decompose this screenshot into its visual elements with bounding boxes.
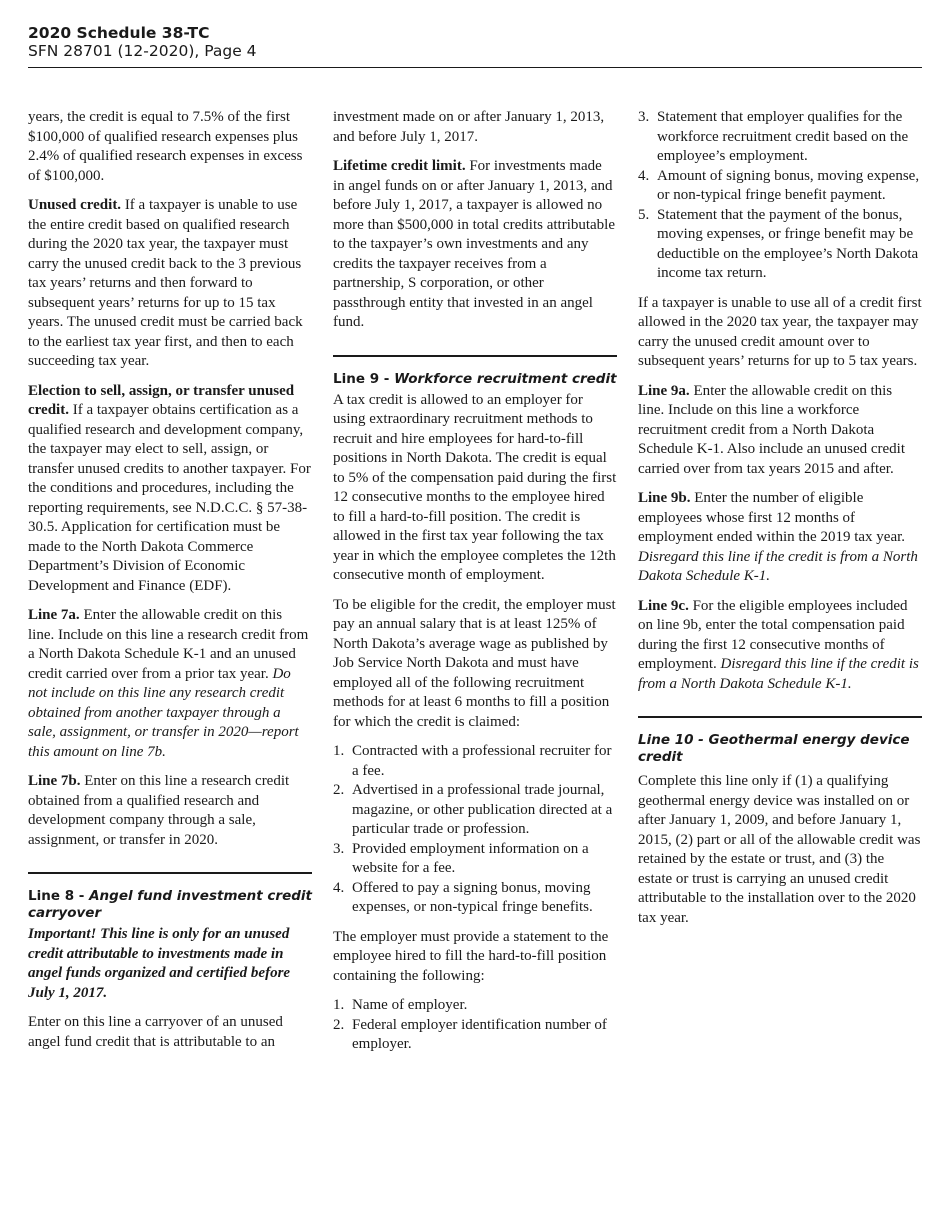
line-7a-lead: Line 7a. [28, 607, 80, 623]
column-2 [333, 108, 617, 1065]
list-item [333, 996, 617, 1016]
unused-credit-lead: Unused credit. [28, 197, 122, 213]
list-item-number: 1. [333, 743, 345, 759]
list-item-text: Provided employment information on a website for a fee. [352, 840, 589, 876]
form-subtitle: SFN 28701 (12-2020), Page 4 [28, 42, 257, 60]
unused-credit-carryover-paragraph: If a taxpayer is unable to use all of a credit first allowed in the 2020 tax year, the taxpayer may carry the unused credit amount over to subsequent years’ returns for up to 5 tax years. [638, 294, 922, 369]
list-item-number: 1. [333, 997, 345, 1013]
list-item-number: 3. [333, 840, 345, 857]
list-item-text: Contracted with a professional recruiter for a fee. [352, 743, 612, 779]
line-9c-text: For the eligible employees included on line 9b, enter the total compensation paid during the first 12 consecutive months of employment. [638, 597, 908, 672]
list-item-text: Statement that employer qualifies for the workforce recruitment credit based on the employee’s employment. [657, 109, 909, 164]
list-item [333, 781, 617, 840]
election-text: If a taxpayer obtains certification as a qualified research and development company, the taxpayer may elect to sell, assign, or transfer unused credits to another taxpayer. For the conditions and procedures, including the reporting requirements, see N.D.C.C. § 57-38-30.5. Application for certification must be made to the North Dakota Commerce Department’s Division of Economic Development and Finance (EDF). [28, 402, 311, 594]
section-divider [333, 355, 617, 357]
unused-credit-paragraph [28, 196, 312, 372]
lifetime-limit-text: For investments made in angel funds on or after January 1, 2013, and before July 1, 2017, a taxpayer is allowed no more than $500,000 in total credits attributable to the taxpayer’s own investments and any credits the taxpayer receives from a partnership, S corporation, or other passthrough entity that invested in an angel fund. [333, 158, 616, 330]
line-9b-paragraph [638, 489, 922, 587]
section-divider [638, 716, 922, 718]
line-7a-paragraph [28, 606, 312, 762]
line-10-heading [638, 732, 922, 766]
line-9c-paragraph [638, 597, 922, 695]
line-9-heading-prefix: Line 9 - [333, 370, 395, 387]
line-8-heading-title: Angel fund investment credit carryover [28, 888, 312, 921]
list-item [333, 1016, 617, 1055]
line-9-heading-title: Workforce recruitment credit [394, 370, 617, 387]
column-1 [28, 108, 312, 1062]
list-item-text: Amount of signing bonus, moving expense, or non-typical fringe benefit payment. [657, 167, 920, 203]
list-item-number: 2. [333, 782, 345, 798]
angel-fund-continuation: investment made on or after January 1, 2013, and before July 1, 2017. [333, 109, 605, 145]
page-header [28, 24, 922, 60]
list-item [333, 742, 617, 781]
line-7a-note: Do not include on this line any research credit obtained from another taxpayer through a sale, assignment, or transfer in 2020—report this amount on line 7b. [28, 665, 299, 760]
line-9a-paragraph [638, 382, 922, 480]
election-paragraph [28, 382, 312, 597]
list-item-text: Statement that the payment of the bonus, moving expenses, or fringe benefit may be deductible on the employee’s North Dakota income tax return. [657, 206, 919, 281]
statement-items-list [333, 996, 617, 1055]
line-9-heading [333, 371, 617, 388]
list-item [333, 879, 617, 918]
list-item-text: Federal employer identification number of employer. [352, 1016, 607, 1052]
line-10-heading-title: Line 10 - Geothermal energy device credit [638, 732, 910, 765]
line-9a-text: Enter the allowable credit on this line. Include on this line a workforce recruitment credit from a North Dakota Schedule K-1. Also include an unused credit carried over from tax years 2015 and after. [638, 382, 906, 477]
list-item-number: 4. [333, 879, 345, 896]
line-8-heading [28, 888, 312, 922]
unused-credit-text: If a taxpayer is unable to use the entire credit based on qualified research during the 2020 tax year, the taxpayer must carry the unused credit back to the 3 previous tax years’ returns and then forward to subsequent years’ returns for up to 15 tax years. The unused credit must be carried back to the earliest tax year first, and then to each succeeding tax year. [28, 197, 303, 369]
line-8-heading-prefix: Line 8 - [28, 888, 90, 904]
election-lead: Election to sell, assign, or transfer unused credit. [28, 382, 295, 418]
research-credit-rate-paragraph: years, the credit is equal to 7.5% of the first $100,000 of qualified research expenses plus 2.4% of qualified research expenses in excess of $100,000. [28, 109, 303, 184]
lifetime-limit-lead: Lifetime credit limit. [333, 158, 466, 174]
statement-paragraph: The employer must provide a statement to the employee hired to fill the hard-to-fill position containing the following: [333, 928, 609, 984]
list-item-text: Offered to pay a signing bonus, moving expenses, or non-typical fringe benefits. [352, 879, 593, 915]
list-item-number: 4. [638, 167, 650, 184]
lifetime-limit-paragraph [333, 157, 617, 333]
line-9c-lead: Line 9c. [638, 597, 689, 614]
line-7b-paragraph [28, 772, 312, 850]
section-divider [28, 872, 312, 874]
list-item [333, 840, 617, 879]
recruitment-methods-list [333, 742, 617, 918]
line-7b-text: Enter on this line a research credit obtained from a qualified research and development company through a sale, assignment, or transfer in 2020. [28, 773, 290, 848]
list-item [638, 167, 922, 206]
list-item [638, 108, 922, 167]
line-9b-lead: Line 9b. [638, 490, 691, 506]
list-item-text: Advertised in a professional trade journal, magazine, or other publication directed at a particular trade or profession. [352, 782, 613, 837]
line-9a-lead: Line 9a. [638, 382, 690, 399]
list-item-number: 5. [638, 206, 650, 223]
eligibility-paragraph: To be eligible for the credit, the employer must pay an annual salary that is at least 125% of North Dakota’s average wage as published by Job Service North Dakota and must have employed all of the following recruitment methods for at least 6 months to fill a position for which the credit is claimed: [333, 596, 616, 730]
list-item-number: 3. [638, 109, 650, 125]
header-divider [28, 67, 922, 68]
line-9b-note: Disregard this line if the credit is from a North Dakota Schedule K-1. [638, 548, 918, 584]
line-10-paragraph: Complete this line only if (1) a qualifying geothermal energy device was installed on or after January 1, 2009, and before January 1, 2015, (2) part or all of the allowable credit was retained by the estate or trust, and (3) the estate or trust is carrying an unused credit attributable to the installation over to the 2020 tax year. [638, 773, 921, 926]
line-9b-text: Enter the number of eligible employees whose first 12 months of employment ended within the 2019 tax year. [638, 490, 906, 545]
statement-items-list-continued [638, 108, 922, 284]
line-9-paragraph: A tax credit is allowed to an employer for using extraordinary recruitment methods to recruit and hire employees for hard-to-fill positions in North Dakota. The credit is equal to 5% of the compensation paid during the first 12 consecutive months to the employee hired to fill a hard-to-fill position. The credit is allowed in the first tax year following the tax year in which the employee completes the 12th consecutive month of employment. [333, 391, 617, 583]
line-7b-lead: Line 7b. [28, 773, 81, 789]
list-item-text: Name of employer. [352, 997, 468, 1013]
line-8-important-note: Important! This line is only for an unused credit attributable to investments made in angel funds organized and certified before July 1, 2017. [28, 926, 291, 1001]
line-7a-text: Enter the allowable credit on this line. Include on this line a research credit from a North Dakota Schedule K-1 and an unused credit carried over from a prior tax year. [28, 607, 309, 682]
list-item-number: 2. [333, 1016, 345, 1033]
column-3 [638, 108, 922, 938]
list-item [638, 206, 922, 284]
line-8-paragraph: Enter on this line a carryover of an unused angel fund credit that is attributable to an [28, 1014, 283, 1050]
form-title: 2020 Schedule 38-TC [28, 24, 210, 42]
line-9c-note: Disregard this line if the credit is from a North Dakota Schedule K-1. [638, 656, 919, 692]
